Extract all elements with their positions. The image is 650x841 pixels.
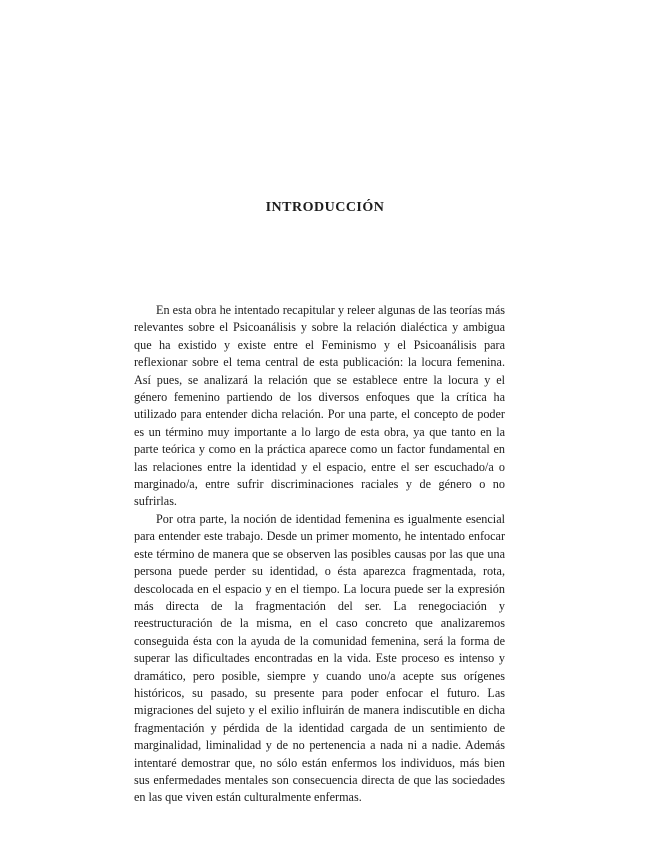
paragraph-2: Por otra parte, la noción de identidad femenina es igualmente esencial para entender este trabajo. Desde un primer momento, he intentado enfocar este término de manera que se observen las posibles causas por las que una persona puede perder su identidad, o ésta aparezca fragmentada, rota, descolocada en el espacio y en el tiempo. La locura puede ser la expresión más directa de la fragmentación del ser. La renegociación y reestructuración de la misma, en el caso concreto que analizaremos conseguida ésta con la ayuda de la comunidad femenina, será la forma de superar las dificultades encontradas en la vida. Este proceso es intenso y dramático, pero posible, siempre y cuando uno/a acepte sus orígenes históricos, su pasado, su presente para poder enfocar el futuro. Las migraciones del sujeto y el exilio influirán de manera indiscutible en dicha fragmentación y pérdida de la identidad cargada de un sentimiento de marginalidad, liminalidad y de no pertenencia a nada ni a nadie. Además intentaré demostrar que, no sólo están enfermos los individuos, más bien sus enfermedades mentales son consecuencia directa de que las sociedades en las que viven están culturalmente enfermas. xyxy=(134,511,505,805)
chapter-title: INTRODUCCIÓN xyxy=(265,200,385,215)
body-text xyxy=(134,302,505,807)
paragraph-1: En esta obra he intentado recapitular y releer algunas de las teorías más relevantes sobre el Psicoanálisis y sobre la relación dialéctica y ambigua que ha existido y existe entre el Feminismo y el Psicoanálisis para reflexionar sobre el tema central de esta publicación: la locura femenina. Así pues, se analizará la relación que se establece entre la locura y el género femenino partiendo de los diversos enfoques que la crítica ha utilizado para entender dicha relación. Por una parte, el concepto de poder es un término muy importante a lo largo de esta obra, ya que tanto en la parte teórica y como en la práctica aparece como un factor fundamental en las relaciones entre la identidad y el espacio, entre el ser escuchado/a o marginado/a, entre sufrir discriminaciones raciales y de género o no sufrirlas. xyxy=(134,303,505,509)
